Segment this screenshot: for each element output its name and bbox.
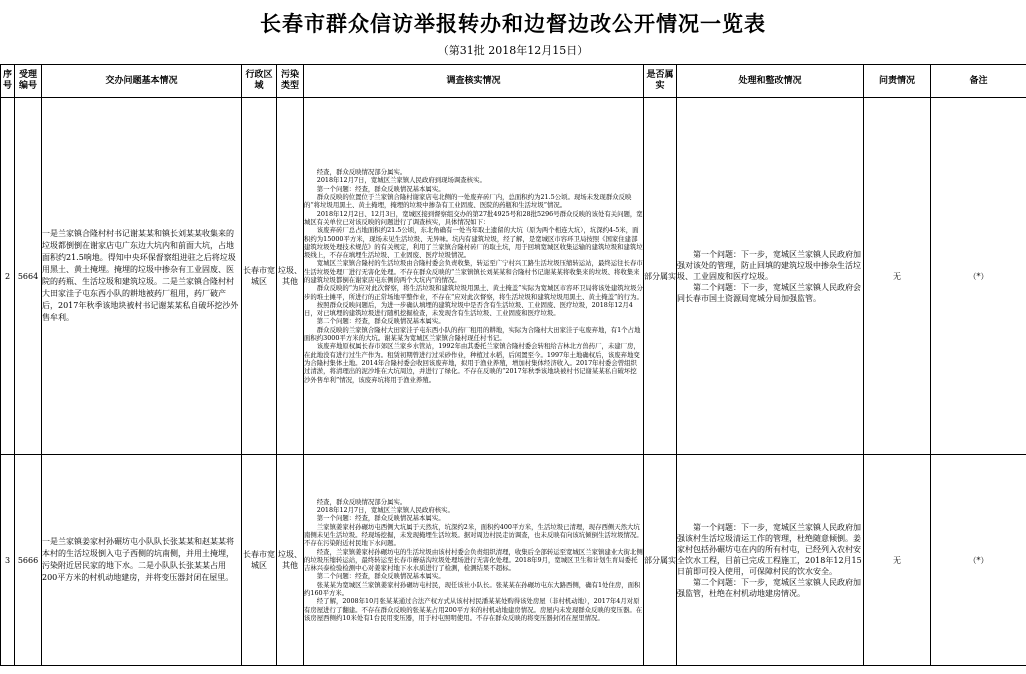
row-pollution: 垃圾、其他 <box>277 98 304 455</box>
header-region: 行政区域 <box>242 65 277 98</box>
row-region: 长春市宽城区 <box>242 455 277 666</box>
investigation-paragraph: 第一个问题：经查，群众反映情况基本属实。 <box>316 184 445 193</box>
investigation-paragraph: 群众反映的“为应对此次督察，将生活垃圾和建筑垃圾用黑土、黄土掩盖”实际为宽城区市容环卫局将该处建筑垃圾分步的堆土摊平，所进行的正常场地平整作业，不存在“应对此次督察，将生活垃圾和建筑垃圾用黑土、黄土掩盖”的行为。 <box>304 284 643 301</box>
row-accountability: 无 <box>864 455 931 666</box>
handling-paragraph: 第一个问题：下一步，宽城区兰家镇人民政府加强对该处的管理，防止回填的建筑垃圾中掺杂生活垃圾、工业固废和医疗垃圾。 <box>677 249 861 281</box>
handling-paragraph: 第二个问题：下一步，宽城区兰家镇人民政府加强监管，杜绝在村机动地建房情况。 <box>677 577 861 598</box>
page-title: 长春市群众信访举报转办和边督边改公开情况一览表 <box>260 12 766 36</box>
table-header-row <box>1 65 1026 98</box>
investigation-paragraph: 第二个问题：经查，群众反映情况基本属实。 <box>316 572 445 581</box>
table-row <box>1 455 1026 666</box>
row-seq: 2 <box>1 98 15 455</box>
row-case-no: 5664 <box>15 98 42 455</box>
header-pollution: 污染类型 <box>277 65 304 98</box>
row-verified: 部分属实 <box>644 98 677 455</box>
row-seq: 3 <box>1 455 15 666</box>
row-accountability: 无 <box>864 98 931 455</box>
row-problem: 一是兰家镇姜家村孙碾坊屯小队队长张某某和赵某某将本村的生活垃圾倒入屯子西侧的坑南侧，并用土掩埋，污染附近居民家的地下水。二是小队队长张某某占用200平方米的村机动地建房，并将变压器封闭在屋里。 <box>42 455 242 666</box>
row-problem: 一是兰家镇合隆村村书记谢某某和镇长刘某某收集来的垃圾都倒倒在谢家店屯广东边大坑内和前面大坑，占地面积约21.5响地。得知中央环保督察组进驻之后将垃圾用黑土、黄土掩埋。掩埋的垃圾中掺杂有工业固废、医院的药瓶、生活垃圾和建筑垃圾。二是兰家镇合隆村村大田家洼子屯东西小队的耕地被药厂租用，药厂破产后，2017年秋季该地块被村书记谢某某私自破坏挖沙外售牟利。 <box>42 98 242 455</box>
investigation-paragraph: 经查，兰家镇姜家村孙碾坊屯的生活垃圾由该村村委会负责组织清理，收集后全部转运至宽城区兰家镇建业大街北侧的垃圾压缩转运站，最终转运至长春市蘑菇沟垃圾处理场进行无害化处理。2018年9月，宽城区卫生和计划生育局委托吉林兴泰检验检测中心对姜家村地下水水质进行了检测，检测结果不超标。 <box>304 547 643 573</box>
investigation-paragraph: 第二个问题：经查，群众反映情况基本属实。 <box>316 317 445 326</box>
header-remarks: 备注 <box>931 65 1026 98</box>
header-investigation: 调查核实情况 <box>304 65 644 98</box>
row-remarks: （*） <box>931 98 1026 455</box>
investigation-paragraph: 兰家镇姜家村孙碾坊屯西侧大坑属于天然坑，坑深约2米，面积约400平方米，生活垃圾已清理，现存西侧天然大坑南侧未见生活垃圾。经现场挖掘，未发现掩埋生活垃圾。据对周边村民走访调查，也未反映有向该坑倾倒生活垃圾情况。不存在污染附近村民地下水问题。 <box>304 522 643 548</box>
row-pollution: 垃圾、其他 <box>277 455 304 666</box>
investigation-paragraph: 经查，群众反映情况部分属实。 <box>316 168 407 177</box>
row-investigation <box>304 455 644 666</box>
header-problem: 交办问题基本情况 <box>42 65 242 98</box>
investigation-paragraph: 经查，群众反映情况部分属实。 <box>316 497 407 506</box>
investigation-paragraph: 张某某为宽城区兰家镇姜家村孙碾坊屯村民，现任该社小队长。张某某在孙碾坊屯东大路西侧，确有1处住房，面积约160平方米。 <box>304 580 641 598</box>
row-remarks: （*） <box>931 455 1026 666</box>
investigation-paragraph: 2018年12月7日，宽城区兰家镇人民政府核实。 <box>316 506 454 515</box>
header-case-no: 受理编号 <box>15 65 42 98</box>
investigation-paragraph: 该废弃地原权属长春市郊区兰家乡水管站，1992年由其委托兰家镇合隆村委会转租给吉林北方兽药厂，未建厂房，在此地没有进行过生产作为。租赁初期曾进行过采砂作业，种植过水稻，后闲置至今。1997年土地确权后，该废弃地变为合隆村集体土地。2014年合隆村委会收回该废弃地，拟用于渔业养殖，增加村集体经济收入。2017年村委会曾组织过清淤，将清理出的泥沙堆在大坑周边，并进行了绿化。不存在反映的“2017年秋季该地块被村书记谢某某私自破坏挖沙外售牟利”情况，该废弃坑将用于渔业养殖。 <box>304 342 640 384</box>
row-verified: 部分属实 <box>644 455 677 666</box>
header-accountability: 问责情况 <box>864 65 931 98</box>
row-handling <box>677 98 864 455</box>
investigation-paragraph: 群众反映的兰家镇合隆村大田家洼子屯东西小队的药厂租用的耕地，实际为合隆村大田家洼子屯废弃地，有1个占地面积约3000平方米的大坑。谢某某为宽城区兰家镇合隆村现任村书记。 <box>304 325 641 343</box>
investigation-paragraph: 经了解，2008年10月张某某通过合法产权方式从该村村民潘某某处购得该处房屋（非村机动地），2017年4月对原有房屋进行了翻建。不存在群众反映的张某某占用200平方米的村机动地建房情况。房屋内未发现群众反映的变压器。在该房屋西侧约10米处有1台民用变压器，用于村屯照明使用。不存在群众反映的将变压器封闭在屋里情况。 <box>304 597 643 622</box>
header-handling: 处理和整改情况 <box>677 65 864 98</box>
investigation-paragraph: 2018年12月2日、12月3日，宽城区接到督察组交办的第27批4925号和28批5296号群众反映的该处有关问题，宽城区有关单位已对该反映的问题进行了调查核实，具体情况如下： <box>304 209 643 226</box>
header-verified: 是否属实 <box>644 65 677 98</box>
investigation-paragraph: 宽城区兰家镇合隆村的生活垃圾由合隆村委会负责收集，转运至广宁村兴工路生活垃圾压缩转运站，最终运往长春市生活垃圾处理厂进行无害化处理。不存在群众反映的“兰家镇镇长刘某某和合隆村书记谢某某将收集来的垃圾、将收集来的建筑垃圾都倒在谢家店屯东侧的两个大坑内”的情况。 <box>304 259 643 284</box>
investigation-paragraph: 第一个问题：经查，群众反映情况基本属实。 <box>316 514 445 523</box>
table-row <box>1 98 1026 455</box>
handling-paragraph: 第一个问题：下一步，宽城区兰家镇人民政府加强该村生活垃圾清运工作的管理，杜绝随意倾倒。姜家村包括孙碾坊屯在内的所有村屯，已经列入农村安全饮水工程，目前已完成工程施工，2018年12月15日前即可投入使用，可保障村民的饮水安全。 <box>677 522 862 576</box>
investigation-paragraph: 群众反映的位置位于兰家镇合隆村谢家店屯北侧的一处废弃砖厂内，总面积约为21.5公顷。现场未发现群众反映的“将垃圾用黑土、黄土掩埋，掩埋的垃圾中掺杂有工业固废、医院的药瓶和生活垃圾”情况。 <box>304 193 632 210</box>
row-handling <box>677 455 864 666</box>
cases-table <box>0 64 1026 666</box>
page-subtitle: （第31批 2018年12月15日） <box>437 44 589 57</box>
handling-paragraph: 第二个问题：下一步，宽城区兰家镇人民政府会同长春市国土资源局宽城分局加强监管。 <box>677 282 861 303</box>
investigation-paragraph: 按照群众反映问题后，为进一步确认填埋的建筑垃圾中是否含有生活垃圾、工业固废、医疗垃圾，2018年12月4日，对已填埋的建筑垃圾进行随机挖掘检查，未发现含有生活垃圾、工业固废和医疗垃圾。 <box>304 300 633 318</box>
row-investigation <box>304 98 644 455</box>
row-region: 长春市宽城区 <box>242 98 277 455</box>
row-case-no: 5666 <box>15 455 42 666</box>
header-seq: 序号 <box>1 65 15 98</box>
investigation-paragraph: 2018年12月7日，宽城区兰家镇人民政府到现场调查核实。 <box>316 176 486 185</box>
investigation-paragraph: 该废弃砖厂总占地面积约21.5公顷，东北角确有一处当年取土遗留的大坑（原为两个相连大坑），坑深约4-5米，面积约为15000平方米，现场未见生活垃圾、无异味。坑内有建筑垃圾，经了解，是宽城区市容环卫局按照《国家住建部建筑垃圾处理技术规范》的有关规定，利用了兰家镇合隆村砖厂的取土坑，用于回填宽城区收集运输的建筑垃圾和建筑垃圾线上，不存在填埋生活垃圾、工业固废、医疗垃圾情况。 <box>304 226 643 260</box>
